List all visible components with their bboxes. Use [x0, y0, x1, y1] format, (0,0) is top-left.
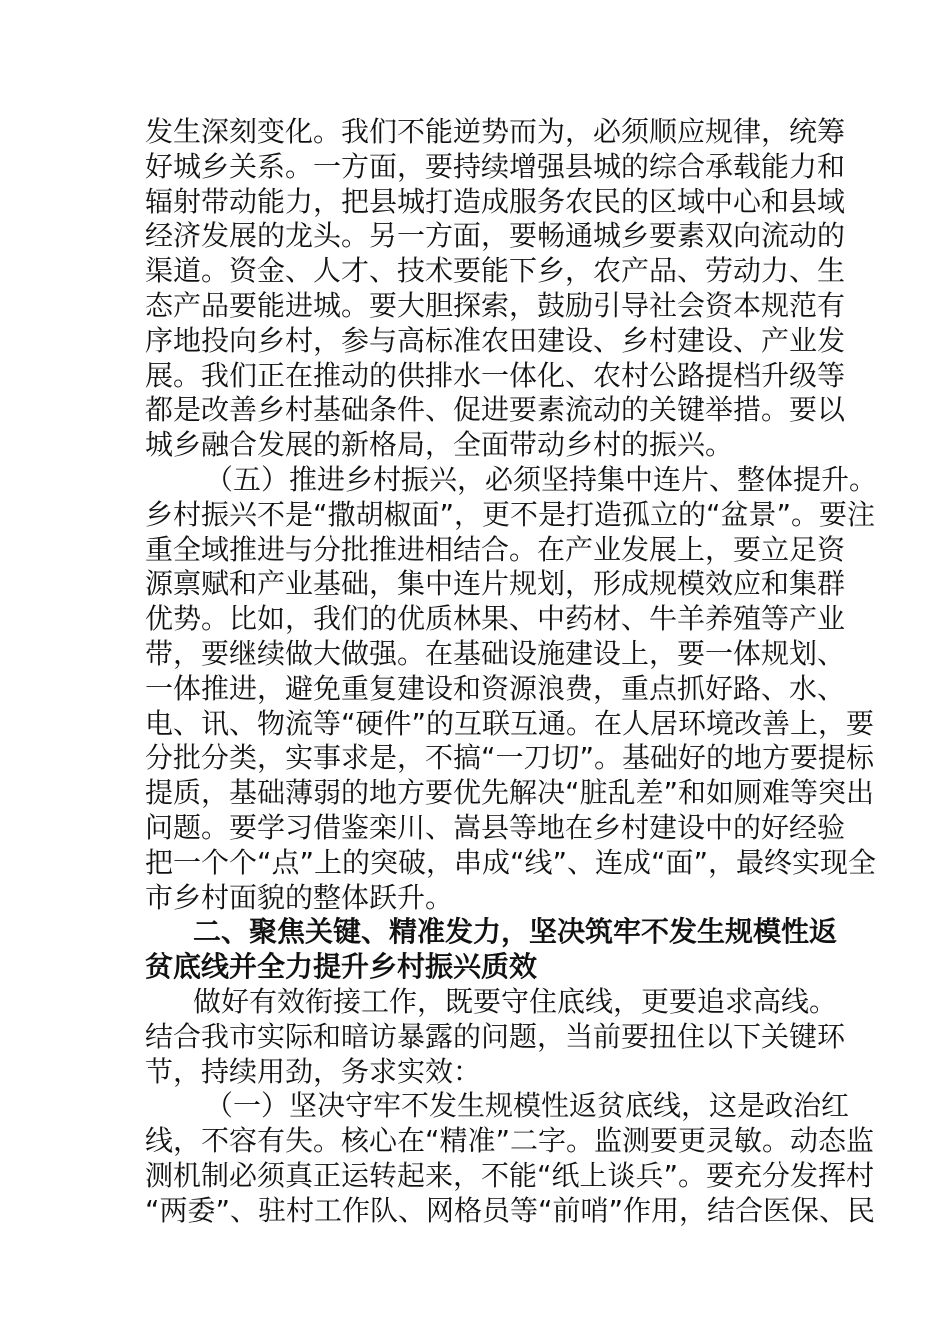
text-line: 结合我市实际和暗访暴露的问题，当前要扭住以下关键环: [145, 1019, 846, 1053]
section-heading-2: 二、聚焦关键、精准发力，坚决筑牢不发生规模性返: [193, 915, 838, 949]
text-line: 城乡融合发展的新格局，全面带动乡村的振兴。: [145, 428, 734, 462]
text-line: 分批分类，实事求是，不搞“一刀切”。基础好的地方要提标: [145, 741, 875, 775]
text-line: 经济发展的龙头。另一方面，要畅通城乡要素双向流动的: [145, 219, 846, 253]
text-line: 都是改善乡村基础条件、促进要素流动的关键举措。要以: [145, 393, 846, 427]
text-line: 问题。要学习借鉴栾川、嵩县等地在乡村建设中的好经验: [145, 810, 846, 844]
text-line: 节，持续用劲，务求实效：: [145, 1054, 482, 1088]
body-text: [145, 115, 878, 1229]
text-line: 乡村振兴不是“撒胡椒面”，更不是打造孤立的“盆景”。要注: [145, 497, 876, 531]
text-line: 序地投向乡村，参与高标准农田建设、乡村建设、产业发: [145, 323, 846, 357]
text-line: 态产品要能进城。要大胆探索，鼓励引导社会资本规范有: [145, 288, 846, 322]
text-line: 重全域推进与分批推进相结合。在产业发展上，要立足资: [145, 532, 846, 566]
text-line: 提质，基础薄弱的地方要优先解决“脏乱差”和如厕难等突出: [145, 776, 875, 810]
text-line: 好城乡关系。一方面，要持续增强县城的综合承载能力和: [145, 149, 846, 183]
text-line: 渠道。资金、人才、技术要能下乡，农产品、劳动力、生: [145, 254, 846, 288]
text-line: 线，不容有失。核心在“精准”二字。监测要更灵敏。动态监: [145, 1124, 875, 1158]
text-line: 一体推进，避免重复建设和资源浪费，重点抓好路、水、: [145, 671, 846, 705]
text-line: 测机制必须真正运转起来，不能“纸上谈兵”。要充分发挥村: [145, 1158, 875, 1192]
text-line: 优势。比如，我们的优质林果、中药材、牛羊养殖等产业: [145, 602, 846, 636]
text-line: 把一个个“点”上的突破，串成“线”、连成“面”，最终实现全: [145, 845, 877, 879]
text-line: 带，要继续做大做强。在基础设施建设上，要一体规划、: [145, 636, 846, 670]
text-line: 电、讯、物流等“硬件”的互联互通。在人居环境改善上，要: [145, 706, 875, 740]
paragraph-start: 做好有效衔接工作，既要守住底线，更要追求高线。: [193, 984, 838, 1018]
text-line: “两委”、驻村工作队、网格员等“前哨”作用，结合医保、民: [145, 1193, 876, 1227]
text-line: 发生深刻变化。我们不能逆势而为，必须顺应规律，统筹: [145, 115, 846, 148]
subsection-heading-1: （一）坚决守牢不发生规模性返贫底线，这是政治红: [205, 1089, 850, 1123]
text-line: 市乡村面貌的整体跃升。: [145, 880, 454, 914]
text-line: 辐射带动能力，把县城打造成服务农民的区域中心和县域: [145, 184, 846, 218]
section-heading-2-cont: 贫底线并全力提升乡村振兴质效: [145, 950, 538, 984]
text-line: 展。我们正在推动的供排水一体化、农村公路提档升级等: [145, 358, 846, 392]
subsection-heading-5: （五）推进乡村振兴，必须坚持集中连片、整体提升。: [205, 462, 878, 496]
text-line: 源禀赋和产业基础，集中连片规划，形成规模效应和集群: [145, 567, 846, 601]
